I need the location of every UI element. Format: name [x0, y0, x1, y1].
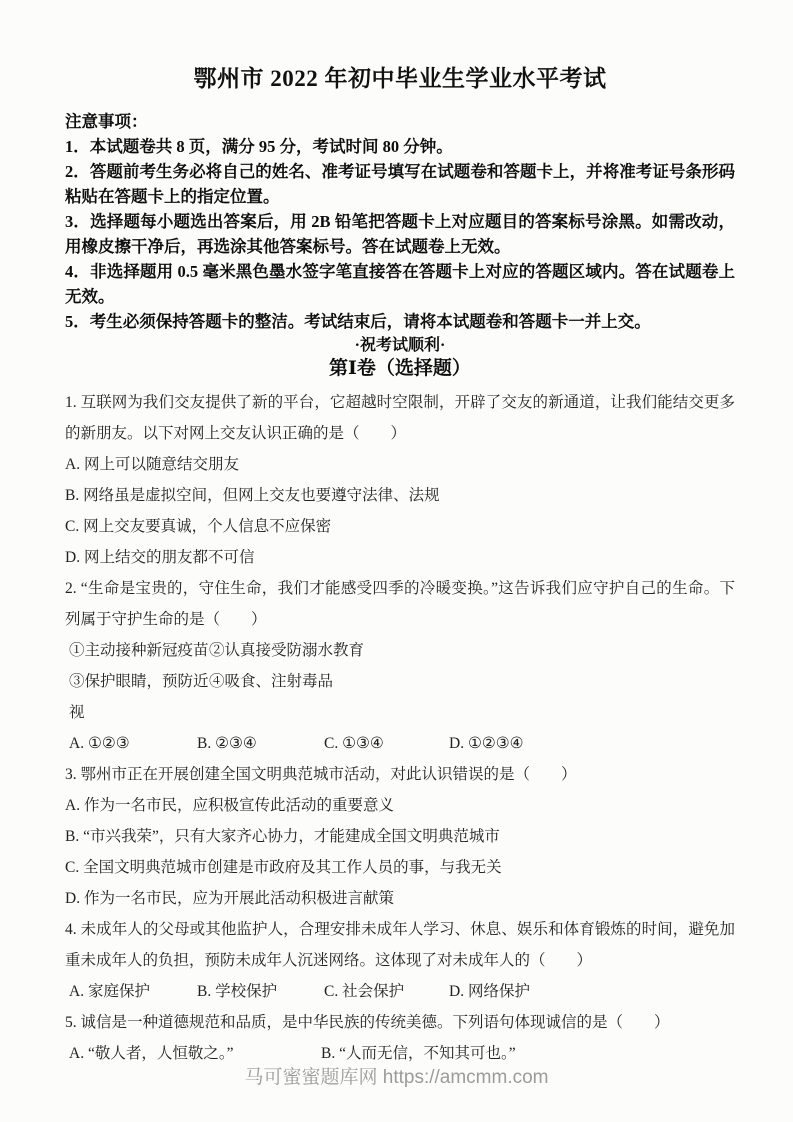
questions-area [65, 387, 735, 1069]
question-4-option-c: C. 社会保护 [324, 983, 405, 1000]
question-2-stem: 2. “生命是宝贵的，守住生命，我们才能感受四季的冷暖变换。”这告诉我们应守护自己的生命。下列属于守护生命的是（ ） [65, 580, 735, 628]
question-3-option-d: D. 作为一名市民，应为开展此活动积极进言献策 [65, 890, 394, 907]
question-block-1 [65, 387, 735, 573]
wish-line: ·祝考试顺利· [354, 337, 446, 354]
question-block-5 [65, 1007, 735, 1069]
question-4-option-a: A. 家庭保护 [69, 983, 150, 1000]
question-3-option-a: A. 作为一名市民，应积极宣传此活动的重要意义 [65, 797, 394, 814]
notice-item-2: 2．答题前考生务必将自己的姓名、准考证号填写在试题卷和答题卡上，并将准考证号条形码粘贴在答题卡上的指定位置。 [65, 162, 735, 206]
question-3-stem: 3. 鄂州市正在开展创建全国文明典范城市活动，对此认识错误的是（ ） [65, 766, 577, 783]
notice-item-1: 1．本试题卷共 8 页，满分 95 分，考试时间 80 分钟。 [65, 137, 453, 156]
exam-title: 鄂州市 2022 年初中毕业生学业水平考试 [193, 66, 607, 91]
question-2-option-b: B. ②③④ [197, 735, 257, 752]
question-1-option-a: A. 网上可以随意结交朋友 [65, 456, 239, 473]
notice-item-4: 4．非选择题用 0.5 毫米黑色墨水签字笔直接答在答题卡上对应的答题区域内。答在试题卷上无效。 [65, 262, 735, 306]
question-2-subitems-row-1 [65, 635, 735, 666]
question-1-option-b: B. 网络虽是虚拟空间，但网上交友也要遵守法律、法规 [65, 487, 440, 504]
question-4-option-d: D. 网络保护 [449, 983, 530, 1000]
question-2-option-c: C. ①③④ [324, 735, 384, 752]
question-4-stem: 4. 未成年人的父母或其他监护人，合理安排未成年人学习、休息、娱乐和体育锻炼的时间，避免加重未成年人的负担，预防未成年人沉迷网络。这体现了对未成年人的（ ） [65, 921, 735, 969]
question-block-2 [65, 573, 735, 759]
question-4-option-b: B. 学校保护 [197, 983, 278, 1000]
question-2-option-d: D. ①②③④ [449, 735, 524, 752]
question-5-option-a: A. “敬人者，人恒敬之。” [69, 1045, 234, 1062]
question-1-stem: 1. 互联网为我们交友提供了新的平台，它超越时空限制，开辟了交友的新通道，让我们能结交更多的新朋友。以下对网上交友认识正确的是（ ） [65, 394, 735, 442]
question-2-subitems-row-2 [65, 666, 735, 728]
question-block-3 [65, 759, 735, 914]
question-3-option-b: B. “市兴我荣”，只有大家齐心协力，才能建成全国文明典范城市 [65, 828, 500, 845]
question-5-stem: 5. 诚信是一种道德规范和品质，是中华民族的传统美德。下列语句体现诚信的是（ ） [65, 1014, 670, 1031]
notice-heading: 注意事项： [65, 112, 148, 131]
question-2-subitem-3: ③保护眼睛，预防近视 [69, 673, 209, 721]
question-2-option-a: A. ①②③ [69, 735, 130, 752]
question-4-options-row [65, 976, 735, 1007]
notice-item-3: 3．选择题每小题选出答案后，用 2B 铅笔把答题卡上对应题目的答案标号涂黑。如需改动，用橡皮擦干净后，再选涂其他答案标号。答在试题卷上无效。 [65, 212, 735, 256]
question-1-option-d: D. 网上结交的朋友都不可信 [65, 549, 255, 566]
question-2-subitem-2: ②认真接受防溺水教育 [209, 642, 365, 659]
question-block-4 [65, 914, 735, 1007]
section-title: 第Ⅰ卷（选择题） [329, 358, 471, 379]
notice-section [65, 109, 735, 334]
question-2-options-row [65, 728, 735, 759]
question-2-subitem-1: ①主动接种新冠疫苗 [69, 642, 209, 659]
notice-item-5: 5．考生必须保持答题卡的整洁。考试结束后，请将本试题卷和答题卡一并上交。 [65, 312, 651, 331]
site-footer-watermark: 马可蜜蜜题库网 https://amcmm.com [244, 1067, 549, 1088]
question-3-option-c: C. 全国文明典范城市创建是市政府及其工作人员的事，与我无关 [65, 859, 502, 876]
question-2-subitem-4: ④吸食、注射毒品 [209, 673, 334, 690]
question-1-option-c: C. 网上交友要真诚，个人信息不应保密 [65, 518, 332, 535]
question-5-option-b: B. “人而无信，不知其可也。” [321, 1045, 516, 1062]
